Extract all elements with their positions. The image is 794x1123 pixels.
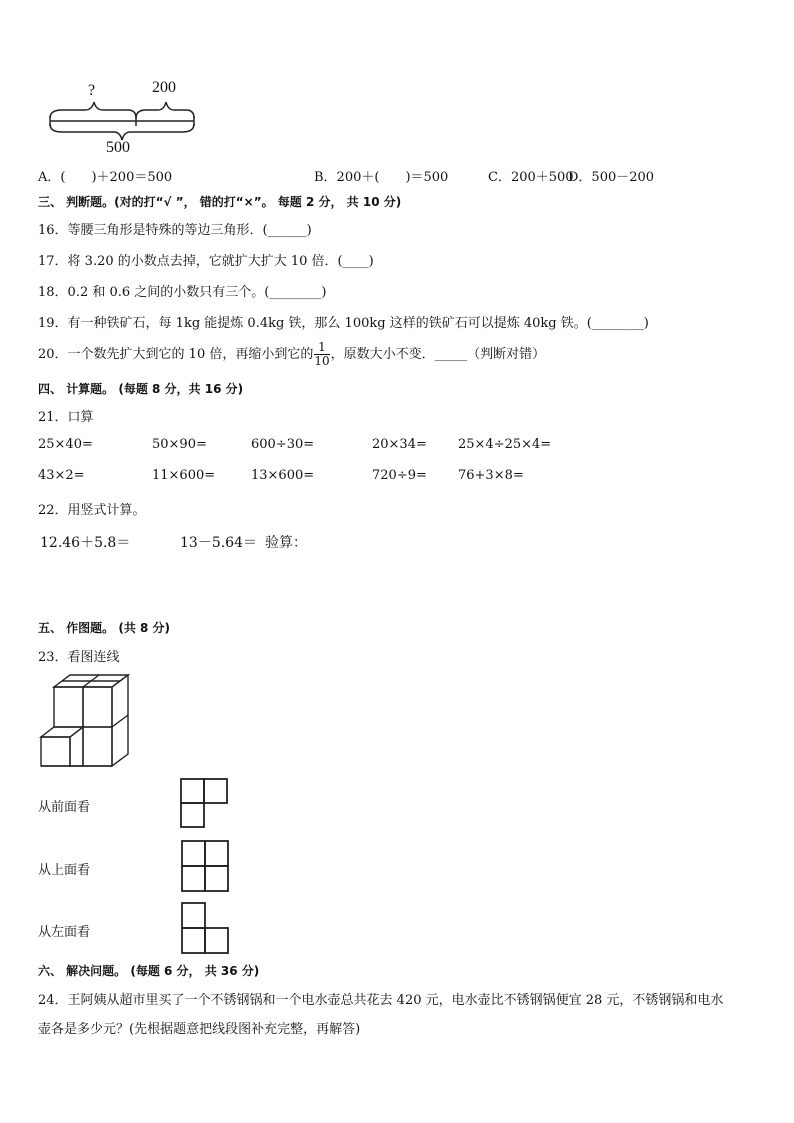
section-3-heading: 三、 判断题。(对的打“√ ”， 错的打“×”。 每题 2 分， 共 10 分)	[38, 195, 402, 209]
unknown-label: ?	[88, 82, 96, 99]
oral-calc-2-2: 11×600=	[152, 468, 216, 483]
option-c: C．200＋500	[488, 170, 574, 185]
oral-calc-1-3: 600÷30=	[251, 437, 315, 452]
check-label: 验算：	[265, 535, 307, 551]
oral-calc-1-4: 20×34=	[372, 437, 427, 452]
question-22-label: 22．用竖式计算。	[38, 503, 146, 518]
section-4-heading: 四、 计算题。 (每题 8 分，共 16 分)	[38, 382, 244, 396]
oral-calc-1-2: 50×90=	[152, 437, 207, 452]
part-label: 200	[152, 79, 176, 96]
option-b: B．200＋( )＝500	[314, 170, 449, 185]
option-d: D．500－200	[568, 170, 655, 185]
section-5-heading: 五、 作图题。 (共 8 分)	[38, 621, 171, 635]
left-view-shape[interactable]	[178, 900, 232, 956]
oral-calc-2-4: 720÷9=	[372, 468, 427, 483]
cube-stack-figure	[38, 672, 133, 770]
section-6-heading: 六、 解决问题。 (每题 6 分， 共 36 分)	[38, 964, 260, 978]
option-a: A．( )＋200＝500	[38, 170, 173, 185]
oral-calc-1-1: 25×40=	[38, 437, 93, 452]
question-23-label: 23．看图连线	[38, 650, 120, 665]
question-18: 18．0.2 和 0.6 之间的小数只有三个。(________)	[38, 285, 327, 300]
view-left-label: 从左面看	[38, 925, 91, 940]
question-24-line-1: 24．王阿姨从超市里买了一个不锈钢锅和一个电水壶总共花去 420 元，电水壶比不锈钢锅便宜 28 元，不锈钢锅和电水	[38, 993, 724, 1008]
oral-calc-2-3: 13×600=	[251, 468, 315, 483]
vertical-calc-b: 13－5.64＝	[180, 535, 257, 551]
fraction-numerator: 1	[314, 341, 329, 355]
question-17: 17．将 3.20 的小数点去掉，它就扩大扩大 10 倍．(____)	[38, 254, 374, 269]
view-front-label: 从前面看	[38, 800, 91, 815]
view-top-label: 从上面看	[38, 863, 91, 878]
question-21-label: 21．口算	[38, 410, 94, 425]
question-20-text-after: ，原数大小不变．_____（判断对错）	[330, 347, 546, 362]
fraction-one-tenth	[314, 341, 329, 368]
front-view-shape[interactable]	[178, 776, 230, 830]
question-16: 16．等腰三角形是特殊的等边三角形．(______)	[38, 223, 312, 238]
fraction-denominator: 10	[314, 354, 330, 368]
question-24-line-2: 壶各是多少元？(先根据题意把线段图补充完整，再解答)	[38, 1022, 361, 1037]
total-label: 500	[106, 139, 130, 156]
question-20	[38, 341, 545, 368]
oral-calc-2-1: 43×2=	[38, 468, 85, 483]
question-20-text-before: 20．一个数先扩大到它的 10 倍，再缩小到它的	[38, 347, 314, 362]
oral-calc-2-5: 76+3×8=	[458, 468, 524, 483]
vertical-calc-a: 12.46＋5.8＝	[40, 535, 131, 551]
question-19: 19．有一种铁矿石，每 1kg 能提炼 0.4kg 铁，那么 100kg 这样的铁矿石可以提炼 40kg 铁。(________)	[38, 316, 649, 331]
oral-calc-1-5: 25×4÷25×4=	[458, 437, 552, 452]
top-view-shape[interactable]	[178, 838, 232, 894]
